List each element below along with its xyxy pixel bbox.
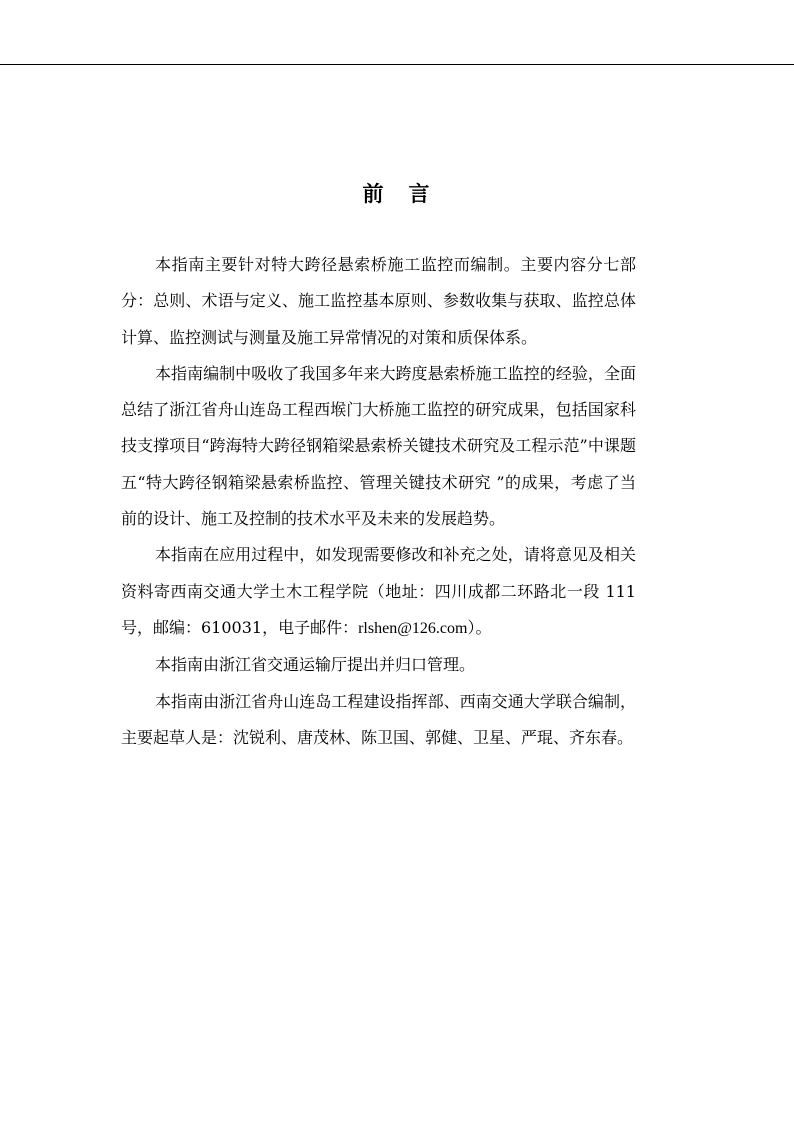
paragraph-authors: 本指南由浙江省舟山连岛工程建设指挥部、西南交通大学联合编制，主要起草人是：沈锐利、唐茂林、陈卫国、郭健、卫星、严琨、齐东春。 [121, 691, 636, 747]
document-body [121, 247, 636, 756]
paragraph-management: 本指南由浙江省交通运输厅提出并归口管理。 [155, 655, 476, 675]
paragraph-scope: 本指南主要针对特大跨径悬索桥施工监控而编制。主要内容分七部分：总则、术语与定义、施工监控基本原则、参数收集与获取、监控总体计算、监控测试与测量及施工异常情况的对策和质保体系。 [121, 255, 636, 347]
paragraph-background: 本指南编制中吸收了我国多年来大跨度悬索桥施工监控的经验，全面总结了浙江省舟山连岛工程西堠门大桥施工监控的研究成果，包括国家科技支撑项目“跨海特大跨径钢箱梁悬索桥关键技术研究及工程示范”中课题五“特大跨径钢箱梁悬索桥监控、管理关键技术研究 ”的成果，考虑了当前的设计、施工及控制的技术水平及未来的发展趋势。 [121, 363, 636, 529]
paragraph-feedback [121, 537, 636, 647]
email-link[interactable]: rlshen@126.com [358, 619, 468, 637]
feedback-address-text: 本指南在应用过程中，如发现需要修改和补充之处，请将意见及相关资料寄西南交通大学土木工程学院（地址：四川成都二环路北一段 111 号，邮编：610031，电子邮件： [121, 545, 636, 637]
feedback-closing-text: ）。 [467, 617, 492, 637]
header-rule [0, 64, 794, 65]
page-title: 前 言 [362, 181, 432, 207]
